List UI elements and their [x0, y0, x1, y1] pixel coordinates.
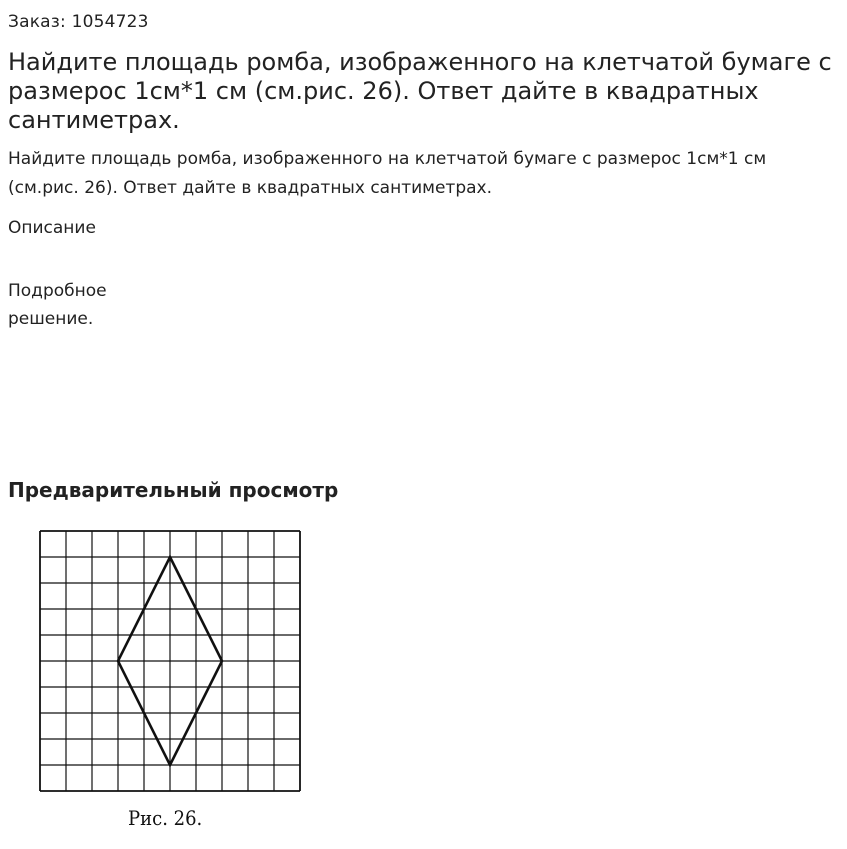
- preview-figure: [38, 529, 302, 793]
- figure-caption: Рис. 26.: [128, 806, 203, 830]
- grid-paper-figure: [38, 529, 302, 793]
- detailed-solution-label: Подробное решение.: [8, 281, 107, 329]
- task-title: Найдите площадь ромба, изображенного на клетчатой бумаге с размерос 1см*1 см (см.рис. 26). Ответ дайте в квадратных сантиметрах.: [8, 48, 832, 134]
- order-number: Заказ: 1054723: [8, 12, 149, 32]
- preview-heading: Предварительный просмотр: [8, 478, 339, 502]
- description-label: Описание: [8, 218, 96, 238]
- task-text: Найдите площадь ромба, изображенного на клетчатой бумаге с размерос 1см*1 см (см.рис. 26). Ответ дайте в квадратных сантиметрах.: [8, 149, 767, 198]
